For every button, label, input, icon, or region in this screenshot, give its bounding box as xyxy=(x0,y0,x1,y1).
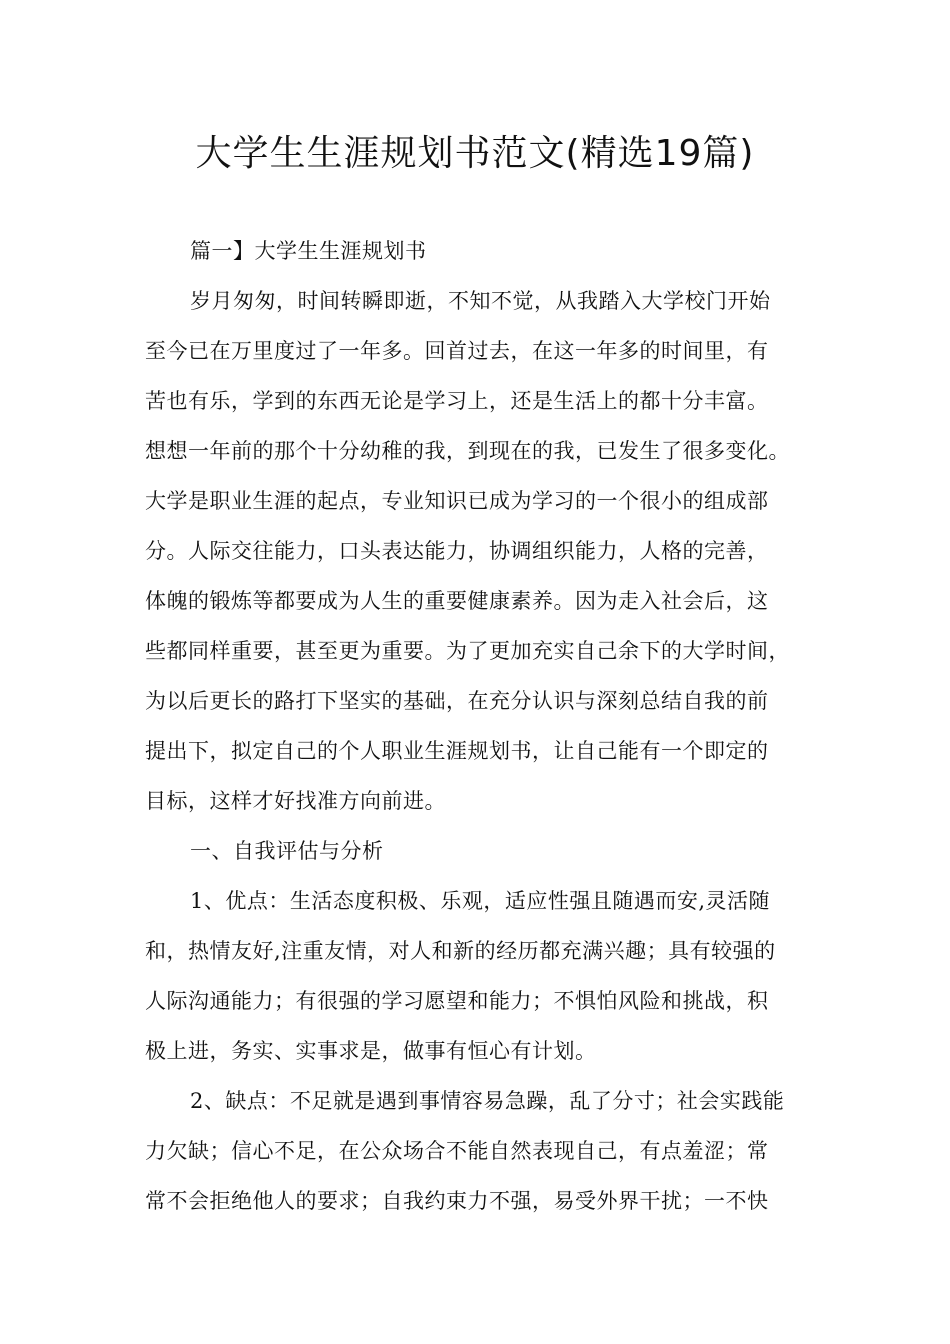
paragraph-line: 极上进，务实、实事求是，做事有恒心有计划。 xyxy=(145,1039,597,1063)
paragraph-line: 至今已在万里度过了一年多。回首过去，在这一年多的时间里，有 xyxy=(145,339,769,363)
paragraph-line: 常不会拒绝他人的要求；自我约束力不强，易受外界干扰；一不快 xyxy=(145,1189,769,1213)
paragraph-line: 2、缺点：不足就是遇到事情容易急躁，乱了分寸；社会实践能 xyxy=(190,1089,785,1113)
paragraph-line: 和，热情友好,注重友情，对人和新的经历都充满兴趣；具有较强的 xyxy=(145,939,776,963)
paragraph-line: 大学是职业生涯的起点，专业知识已成为学习的一个很小的组成部 xyxy=(145,489,769,513)
paragraph-line: 体魄的锻炼等都要成为人生的重要健康素养。因为走入社会后，这 xyxy=(145,589,769,613)
subheading: 一、自我评估与分析 xyxy=(190,839,384,863)
paragraph-line: 1、优点：生活态度积极、乐观，适应性强且随遇而安,灵活随 xyxy=(190,889,771,913)
paragraph-line: 苦也有乐，学到的东西无论是学习上，还是生活上的都十分丰富。 xyxy=(145,389,769,413)
paragraph-line: 分。人际交往能力，口头表达能力，协调组织能力，人格的完善， xyxy=(145,539,769,563)
document-title: 大学生生涯规划书范文(精选19篇) xyxy=(195,133,755,174)
paragraph-line: 人际沟通能力；有很强的学习愿望和能力；不惧怕风险和挑战，积 xyxy=(145,989,769,1013)
paragraph-line: 目标，这样才好找准方向前进。 xyxy=(145,789,446,813)
paragraph-line: 提出下，拟定自己的个人职业生涯规划书，让自己能有一个即定的 xyxy=(145,739,769,763)
paragraph-line: 些都同样重要，甚至更为重要。为了更加充实自己余下的大学时间， xyxy=(145,639,790,663)
paragraph-line: 为以后更长的路打下坚实的基础，在充分认识与深刻总结自我的前 xyxy=(145,689,769,713)
paragraph-line: 岁月匆匆，时间转瞬即逝，不知不觉，从我踏入大学校门开始 xyxy=(190,289,771,313)
paragraph-line: 力欠缺；信心不足，在公众场合不能自然表现自己，有点羞涩；常 xyxy=(145,1139,769,1163)
paragraph-line: 想想一年前的那个十分幼稚的我，到现在的我，已发生了很多变化。 xyxy=(145,439,790,463)
section-heading: 篇一】大学生生涯规划书 xyxy=(190,239,427,263)
